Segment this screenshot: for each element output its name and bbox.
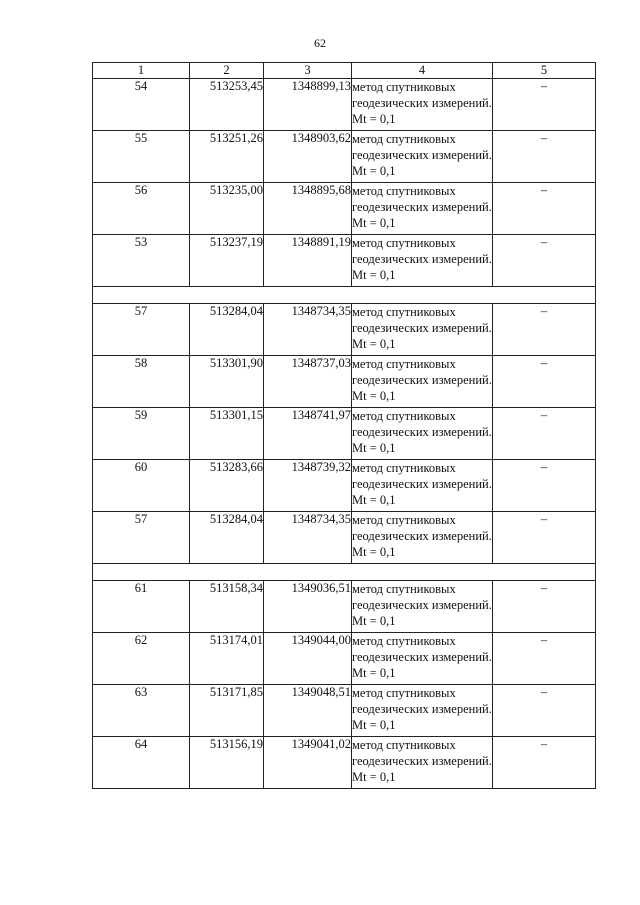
note-cell: – xyxy=(493,356,596,408)
method-cell: метод спутниковых геодезических измерений. Mt = 0,1 xyxy=(352,79,493,131)
separator-cell xyxy=(93,564,596,581)
note-cell: – xyxy=(493,737,596,789)
x-coordinate-cell: 513284,04 xyxy=(190,512,264,564)
method-cell: метод спутниковых геодезических измерений. Mt = 0,1 xyxy=(352,512,493,564)
note-cell: – xyxy=(493,408,596,460)
point-number-cell: 59 xyxy=(93,408,190,460)
table-row xyxy=(93,512,596,564)
point-number-cell: 54 xyxy=(93,79,190,131)
note-cell: – xyxy=(493,79,596,131)
table-row xyxy=(93,304,596,356)
coordinates-table xyxy=(92,62,596,789)
x-coordinate-cell: 513301,90 xyxy=(190,356,264,408)
y-coordinate-cell: 1348734,35 xyxy=(264,512,352,564)
point-number-cell: 57 xyxy=(93,304,190,356)
note-cell: – xyxy=(493,183,596,235)
header-col-3: 3 xyxy=(264,63,352,79)
table-row xyxy=(93,685,596,737)
point-number-cell: 63 xyxy=(93,685,190,737)
y-coordinate-cell: 1348734,35 xyxy=(264,304,352,356)
method-cell: метод спутниковых геодезических измерений. Mt = 0,1 xyxy=(352,737,493,789)
table-row xyxy=(93,183,596,235)
note-cell: – xyxy=(493,685,596,737)
x-coordinate-cell: 513283,66 xyxy=(190,460,264,512)
x-coordinate-cell: 513156,19 xyxy=(190,737,264,789)
point-number-cell: 53 xyxy=(93,235,190,287)
x-coordinate-cell: 513158,34 xyxy=(190,581,264,633)
y-coordinate-cell: 1349048,51 xyxy=(264,685,352,737)
y-coordinate-cell: 1349036,51 xyxy=(264,581,352,633)
point-number-cell: 57 xyxy=(93,512,190,564)
x-coordinate-cell: 513237,19 xyxy=(190,235,264,287)
table-row xyxy=(93,235,596,287)
note-cell: – xyxy=(493,512,596,564)
y-coordinate-cell: 1348895,68 xyxy=(264,183,352,235)
header-col-2: 2 xyxy=(190,63,264,79)
y-coordinate-cell: 1348739,32 xyxy=(264,460,352,512)
table-row xyxy=(93,356,596,408)
table-row xyxy=(93,408,596,460)
note-cell: – xyxy=(493,131,596,183)
page-number: 62 xyxy=(314,36,326,50)
note-cell: – xyxy=(493,304,596,356)
header-col-1: 1 xyxy=(93,63,190,79)
note-cell: – xyxy=(493,581,596,633)
y-coordinate-cell: 1348903,62 xyxy=(264,131,352,183)
table-separator-row xyxy=(93,287,596,304)
separator-cell xyxy=(93,287,596,304)
y-coordinate-cell: 1349041,02 xyxy=(264,737,352,789)
table-row xyxy=(93,633,596,685)
point-number-cell: 55 xyxy=(93,131,190,183)
note-cell: – xyxy=(493,460,596,512)
table-row xyxy=(93,581,596,633)
point-number-cell: 60 xyxy=(93,460,190,512)
y-coordinate-cell: 1349044,00 xyxy=(264,633,352,685)
method-cell: метод спутниковых геодезических измерений. Mt = 0,1 xyxy=(352,235,493,287)
method-cell: метод спутниковых геодезических измерений. Mt = 0,1 xyxy=(352,460,493,512)
header-col-4: 4 xyxy=(352,63,493,79)
point-number-cell: 56 xyxy=(93,183,190,235)
header-col-5: 5 xyxy=(493,63,596,79)
method-cell: метод спутниковых геодезических измерений. Mt = 0,1 xyxy=(352,356,493,408)
x-coordinate-cell: 513253,45 xyxy=(190,79,264,131)
method-cell: метод спутниковых геодезических измерений. Mt = 0,1 xyxy=(352,633,493,685)
table-row xyxy=(93,79,596,131)
table-row xyxy=(93,131,596,183)
table-body xyxy=(93,79,596,789)
x-coordinate-cell: 513171,85 xyxy=(190,685,264,737)
method-cell: метод спутниковых геодезических измерений. Mt = 0,1 xyxy=(352,183,493,235)
point-number-cell: 61 xyxy=(93,581,190,633)
method-cell: метод спутниковых геодезических измерений. Mt = 0,1 xyxy=(352,685,493,737)
y-coordinate-cell: 1348891,19 xyxy=(264,235,352,287)
table-separator-row xyxy=(93,564,596,581)
x-coordinate-cell: 513301,15 xyxy=(190,408,264,460)
point-number-cell: 62 xyxy=(93,633,190,685)
method-cell: метод спутниковых геодезических измерений. Mt = 0,1 xyxy=(352,408,493,460)
method-cell: метод спутниковых геодезических измерений. Mt = 0,1 xyxy=(352,581,493,633)
x-coordinate-cell: 513174,01 xyxy=(190,633,264,685)
method-cell: метод спутниковых геодезических измерений. Mt = 0,1 xyxy=(352,304,493,356)
table-header-row xyxy=(93,63,596,79)
method-cell: метод спутниковых геодезических измерений. Mt = 0,1 xyxy=(352,131,493,183)
y-coordinate-cell: 1348899,13 xyxy=(264,79,352,131)
x-coordinate-cell: 513284,04 xyxy=(190,304,264,356)
x-coordinate-cell: 513235,00 xyxy=(190,183,264,235)
point-number-cell: 58 xyxy=(93,356,190,408)
x-coordinate-cell: 513251,26 xyxy=(190,131,264,183)
y-coordinate-cell: 1348737,03 xyxy=(264,356,352,408)
note-cell: – xyxy=(493,633,596,685)
y-coordinate-cell: 1348741,97 xyxy=(264,408,352,460)
table-row xyxy=(93,737,596,789)
point-number-cell: 64 xyxy=(93,737,190,789)
table-row xyxy=(93,460,596,512)
note-cell: – xyxy=(493,235,596,287)
